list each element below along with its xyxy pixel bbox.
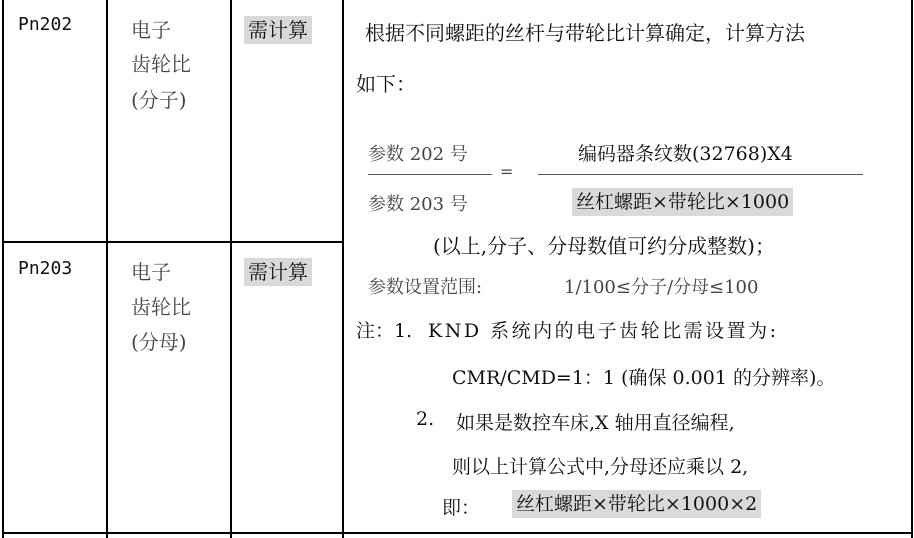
param-name-line: 电子 <box>131 18 171 42</box>
note4-label: 即： <box>442 497 481 519</box>
param-name-line: 电子 <box>131 260 171 284</box>
table-divider-value <box>342 0 344 538</box>
param-name-line: (分子) <box>131 88 187 112</box>
note2-num: 2. <box>416 408 435 430</box>
formula-denominator-value: 丝杠螺距×带轮比×1000 <box>572 188 793 216</box>
note1-value: CMR/CMD=1：1 (确保 0.001 的分辨率)。 <box>452 367 836 389</box>
table-divider-code <box>106 0 108 538</box>
fraction-bar-left <box>368 174 492 175</box>
param-name-line: 齿轮比 <box>131 52 191 76</box>
param-value-badge: 需计算 <box>244 258 312 286</box>
note-prefix: 注：1. <box>356 320 413 342</box>
table-bottom-border <box>2 532 912 534</box>
description-line: 如下： <box>356 72 416 96</box>
note4-value: 丝杠螺距×带轮比×1000×2 <box>512 490 761 518</box>
formula-denominator-label: 参数 203 号 <box>368 194 468 215</box>
range-label: 参数设置范围: <box>368 277 483 298</box>
note1-text: KND 系统内的电子齿轮比需设置为: <box>428 320 779 342</box>
table-border-right <box>911 0 913 538</box>
param-code-pn202: Pn202 <box>18 14 73 35</box>
formula-equals: = <box>500 162 514 181</box>
table-border-left <box>2 0 4 538</box>
formula-numerator-label: 参数 202 号 <box>368 144 468 165</box>
param-name-line: (分母) <box>131 330 187 354</box>
param-code-pn203: Pn203 <box>18 258 73 279</box>
note3-text: 则以上计算公式中,分母还应乘以 2, <box>452 456 749 478</box>
param-value-badge: 需计算 <box>244 16 312 44</box>
table-divider-name <box>230 0 232 538</box>
description-line: 根据不同螺距的丝杆与带轮比计算确定，计算方法 <box>365 21 805 45</box>
note2-text: 如果是数控车床,X 轴用直径编程, <box>456 412 735 434</box>
range-value: 1/100≤分子/分母≤100 <box>564 277 759 298</box>
fraction-bar-right <box>538 174 863 175</box>
formula-numerator-value: 编码器条纹数(32768)X4 <box>578 143 793 165</box>
param-name-line: 齿轮比 <box>131 295 191 319</box>
reduce-note: (以上,分子、分母数值可约分成整数)； <box>433 234 775 258</box>
row-divider <box>2 241 342 243</box>
